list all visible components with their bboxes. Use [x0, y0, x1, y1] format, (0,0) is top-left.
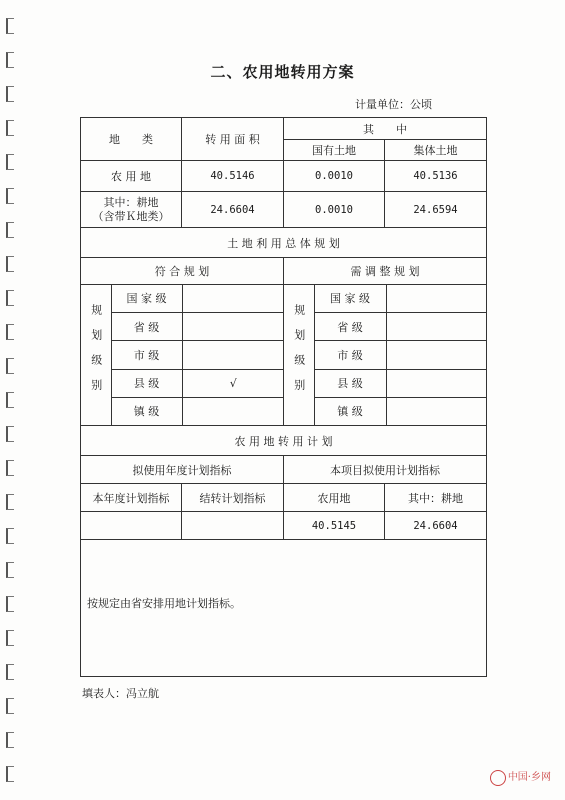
overall-plan-title: 土 地 利 用 总 体 规 划 [81, 228, 487, 258]
conform-mark-province [182, 312, 284, 340]
row-agri-label: 农 用 地 [81, 161, 182, 192]
adjust-mark-town [386, 397, 486, 425]
this-year-value [81, 512, 182, 540]
row-arable-area: 24.6604 [182, 192, 284, 228]
page-title: 二、农用地转用方案 [210, 63, 355, 81]
conform-level-city: 市 级 [111, 341, 182, 369]
conform-plan-header: 符 合 规 划 [81, 258, 284, 285]
adjust-levels [284, 285, 486, 425]
carry-over-header: 结转计划指标 [182, 484, 284, 512]
conform-levels [81, 285, 284, 425]
adjust-level-town: 镇 级 [314, 397, 386, 425]
adjust-level-province: 省 级 [314, 312, 386, 340]
agri-land-header: 农用地 [284, 484, 385, 512]
conform-level-town: 镇 级 [111, 397, 182, 425]
note-text: 按规定由省安排用地计划指标。 [81, 540, 487, 677]
row-arable-collective: 24.6594 [385, 192, 487, 228]
conform-level-county: 县 级 [111, 369, 182, 397]
project-proposed-header: 本项目拟使用计划指标 [284, 456, 487, 484]
agri-land-value: 40.5145 [284, 512, 385, 540]
adjust-level-county: 县 级 [314, 369, 386, 397]
conform-side-label: 规划级别 [89, 303, 103, 404]
conform-mark-city [182, 341, 284, 369]
adjust-mark-province [386, 312, 486, 340]
header-area: 转 用 面 积 [182, 118, 284, 161]
watermark-text: 中国·乡网 [507, 772, 551, 783]
conversion-table [80, 117, 487, 677]
adjust-plan-header: 需 调 整 规 划 [284, 258, 487, 285]
conform-level-province: 省 级 [111, 312, 182, 340]
of-which-arable-header: 其中：耕地 [385, 484, 487, 512]
filled-by: 填表人：冯立航 [82, 687, 159, 700]
adjust-level-national: 国 家 级 [314, 285, 386, 312]
row-arable-state: 0.0010 [284, 192, 385, 228]
header-state-owned: 国有土地 [284, 140, 385, 161]
adjust-mark-national [386, 285, 486, 312]
adjust-level-city: 市 级 [314, 341, 386, 369]
conform-mark-town [182, 397, 284, 425]
row-agri-collective: 40.5136 [385, 161, 487, 192]
seal-icon [490, 770, 506, 786]
binding-holes [0, 0, 22, 800]
adjust-mark-city [386, 341, 486, 369]
conform-mark-county: √ [182, 369, 284, 397]
proposed-annual-header: 拟使用年度计划指标 [81, 456, 284, 484]
row-arable-label: 其中：耕地 （含带Ｋ地类） [81, 192, 182, 228]
adjust-side-label: 规划级别 [292, 303, 306, 404]
header-collective: 集体土地 [385, 140, 487, 161]
header-land-type: 地 类 [81, 118, 182, 161]
header-among: 其 中 [284, 118, 487, 140]
conform-mark-national [182, 285, 284, 312]
arable-value: 24.6604 [385, 512, 487, 540]
watermark [490, 768, 551, 786]
conform-level-national: 国 家 级 [111, 285, 182, 312]
adjust-mark-county [386, 369, 486, 397]
this-year-header: 本年度计划指标 [81, 484, 182, 512]
row-agri-state: 0.0010 [284, 161, 385, 192]
conversion-plan-title: 农 用 地 转 用 计 划 [81, 426, 487, 456]
carry-over-value [182, 512, 284, 540]
unit-label: 计量单位：公顷 [355, 98, 432, 111]
row-agri-area: 40.5146 [182, 161, 284, 192]
